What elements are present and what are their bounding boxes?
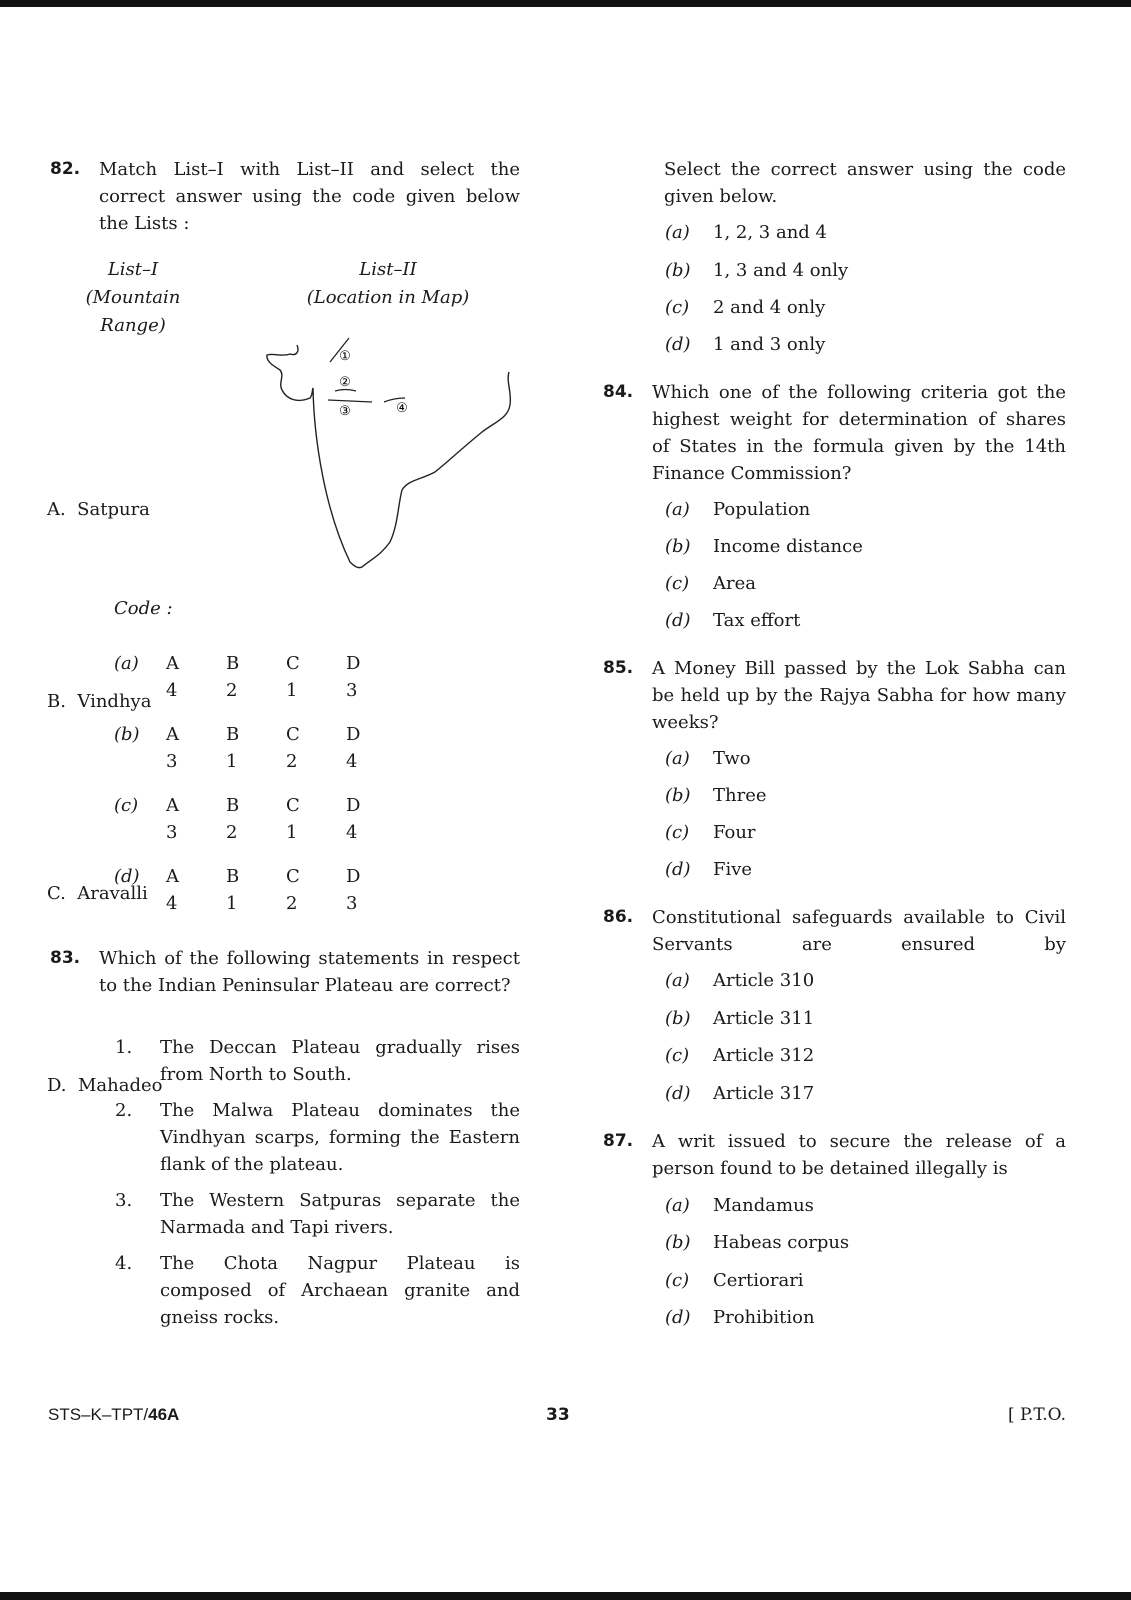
code-option-c: (c) A B C D 3 2 1 4	[114, 795, 361, 843]
question-82: 82. Match List–I with List–II and select the correct answer using the code given below the Lists :	[50, 156, 520, 237]
question-text: A Money Bill passed by the Lok Sabha can be held up by the Rajya Sabha for how many weeks?	[652, 658, 1066, 733]
scan-border-top	[0, 0, 1131, 7]
map-label-2: ②	[339, 375, 351, 390]
question-text: Which of the following statements in respect to the Indian Peninsular Plateau are correct?	[99, 948, 520, 996]
question-86: 86. Constitutional safeguards available to Civil Servants are ensured by	[603, 904, 1066, 958]
question-83-continuation: Select the correct answer using the code given below.	[664, 159, 1066, 207]
question-85: 85. A Money Bill passed by the Lok Sabha can be held up by the Rajya Sabha for how many weeks?	[603, 655, 1066, 736]
question-text: Constitutional safeguards available to Civil Servants are ensured by	[652, 907, 1066, 955]
question-83: 83. Which of the following statements in respect to the Indian Peninsular Plateau are correct?	[50, 945, 520, 999]
q86-option-d[interactable]: (d) Article 317	[665, 1083, 815, 1104]
q83-option-b[interactable]: (b) 1, 3 and 4 only	[665, 260, 849, 281]
q84-option-d[interactable]: (d) Tax effort	[665, 610, 801, 631]
code-label: Code :	[114, 598, 173, 619]
map-label-1: ①	[339, 349, 351, 364]
paper-code: STS–K–TPT/46A	[48, 1405, 180, 1424]
q87-option-b[interactable]: (b) Habeas corpus	[665, 1232, 850, 1253]
q83-option-d[interactable]: (d) 1 and 3 only	[665, 334, 826, 355]
question-text: Match List–I with List–II and select the correct answer using the code given below the Lists :	[99, 159, 520, 234]
q85-option-c[interactable]: (c) Four	[665, 822, 756, 843]
q85-option-b[interactable]: (b) Three	[665, 785, 767, 806]
statement-2: 2. The Malwa Plateau dominates the Vindhyan scarps, forming the Eastern flank of the plateau.	[115, 1100, 520, 1175]
map-label-4: ④	[396, 401, 408, 416]
statement-3: 3. The Western Satpuras separate the Narmada and Tapi rivers.	[115, 1190, 520, 1238]
list2-heading: List–II (Location in Map)	[306, 259, 470, 308]
q87-option-c[interactable]: (c) Certiorari	[665, 1270, 804, 1291]
q86-option-b[interactable]: (b) Article 311	[665, 1008, 815, 1029]
list1-heading: List–I (Mountain Range)	[85, 259, 181, 336]
q83-option-c[interactable]: (c) 2 and 4 only	[665, 297, 826, 318]
pto-label: [ P.T.O.	[1008, 1405, 1067, 1425]
q86-option-c[interactable]: (c) Article 312	[665, 1045, 815, 1066]
q85-option-a[interactable]: (a) Two	[665, 748, 751, 769]
q85-option-d[interactable]: (d) Five	[665, 859, 753, 880]
question-text: A writ issued to secure the release of a person found to be detained illegally is	[652, 1131, 1066, 1179]
q84-option-c[interactable]: (c) Area	[665, 573, 756, 594]
q87-option-d[interactable]: (d) Prohibition	[665, 1307, 815, 1328]
code-option-a: (a) A B C D 4 2 1 3	[114, 653, 361, 701]
question-87: 87. A writ issued to secure the release of a person found to be detained illegally is	[603, 1128, 1066, 1182]
code-option-b: (b) A B C D 3 1 2 4	[114, 724, 361, 772]
q84-option-a[interactable]: (a) Population	[665, 499, 811, 520]
page-number: 33	[546, 1405, 570, 1425]
code-option-d: (d) A B C D 4 1 2 3	[114, 866, 361, 914]
question-text: Which one of the following criteria got the highest weight for determination of shares of States in the formula given by the 14th Finance Commission?	[652, 382, 1066, 484]
scan-border-bottom	[0, 1592, 1131, 1600]
q86-option-a[interactable]: (a) Article 310	[665, 970, 815, 991]
statement-1: 1. The Deccan Plateau gradually rises from North to South.	[115, 1037, 520, 1085]
q87-option-a[interactable]: (a) Mandamus	[665, 1195, 814, 1216]
q84-option-b[interactable]: (b) Income distance	[665, 536, 863, 557]
list1-items: A. Satpura B. Vindhya C. Aravalli D. Mahadeo	[47, 499, 163, 1096]
statement-4: 4. The Chota Nagpur Plateau is composed of Archaean granite and gneiss rocks.	[115, 1253, 520, 1328]
q83-option-a[interactable]: (a) 1, 2, 3 and 4	[665, 222, 827, 243]
question-84: 84. Which one of the following criteria got the highest weight for determination of shares of States in the formula given by the 14th Finance Commission?	[603, 379, 1066, 487]
map-outline	[267, 345, 511, 568]
map-label-3: ③	[339, 404, 351, 419]
india-map	[250, 320, 520, 570]
